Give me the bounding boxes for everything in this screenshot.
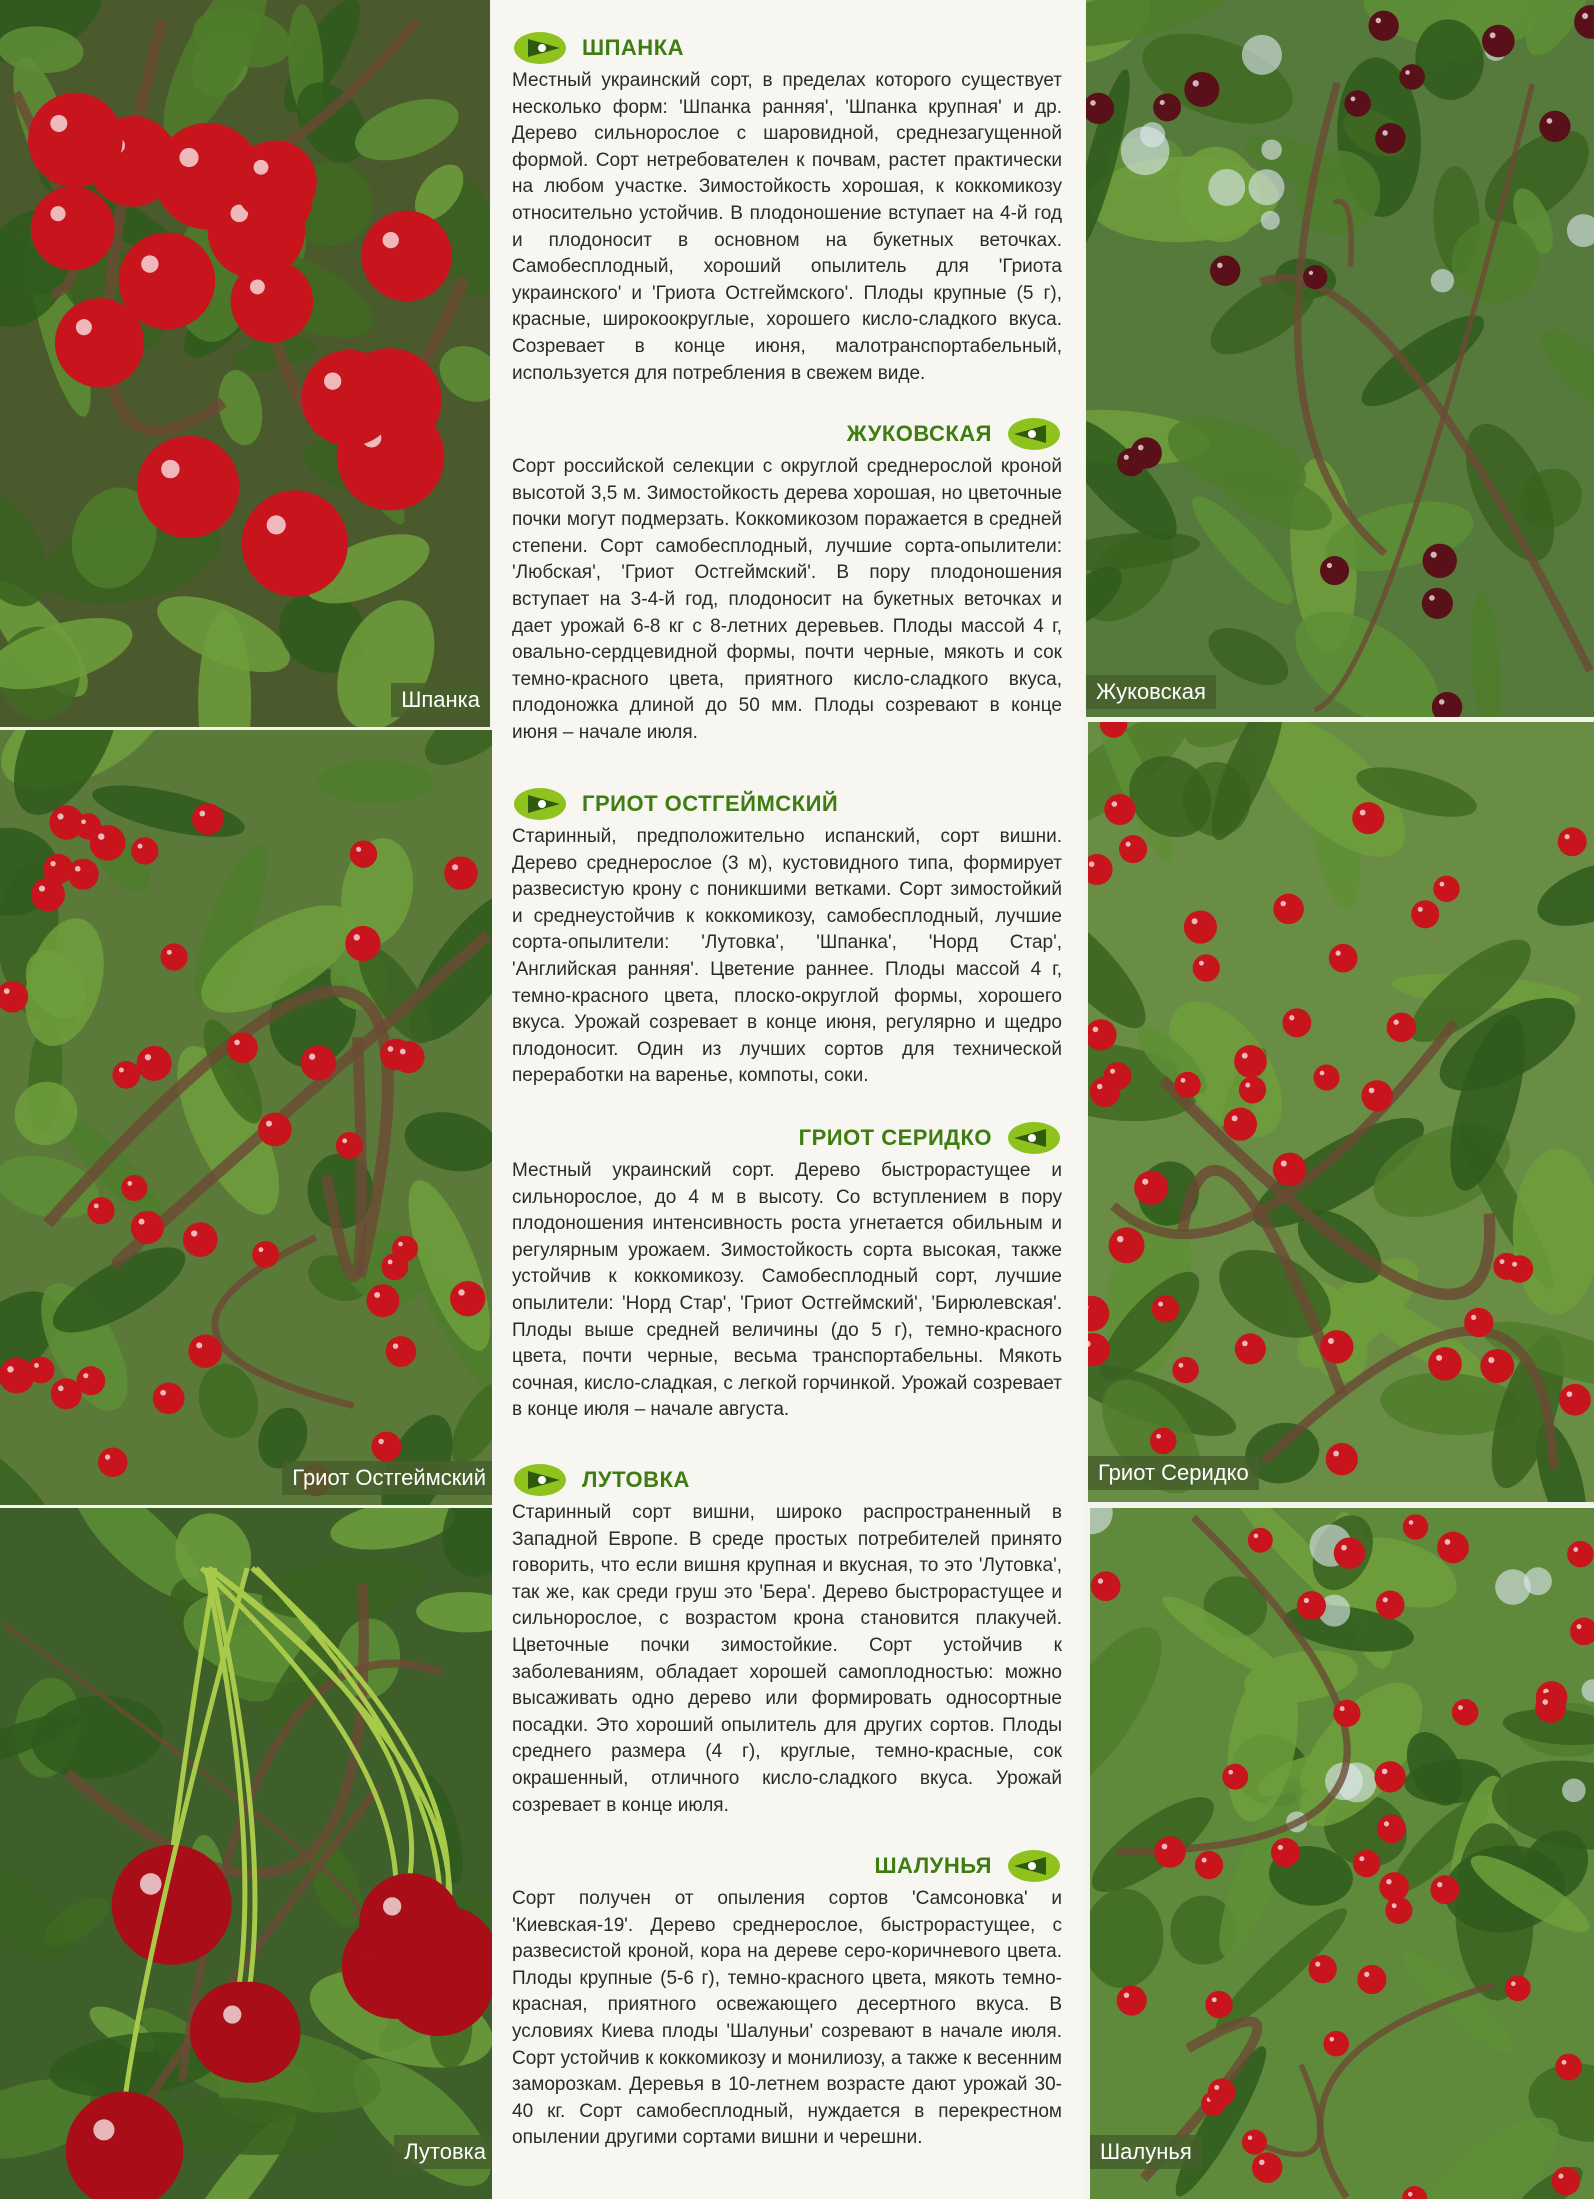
- photo-shalunya: [1090, 1508, 1594, 2199]
- section-heading: [512, 414, 1062, 454]
- cherry-marker-icon: [512, 31, 568, 65]
- section-text: Старинный сорт вишни, широко распространенный в Западной Европе. В среде простых потребителей принято говорить, что если вишня крупная и вкусная, то это 'Лутовка', так же, как среди груш это 'Бера'. Дерево быстрорастущее и сильнорослое, с возрастом крона становится плакучей. Цветочные почки зимостойкие. Сорт устойчив к заболеваниям, обладает хорошей самоплодностью: можно высаживать одно дерево или формировать односортные посадки. Это хороший опылитель для других сортов. Плоды среднего размера (4 г), круглые, темно-красные, сок окрашенный, отличного кисло-сладкого вкуса. Урожай созревает в конце июля.: [512, 1502, 1062, 1816]
- section-heading: [512, 1118, 1062, 1158]
- section-heading: [512, 784, 1062, 824]
- cherry-marker-icon: [1006, 417, 1062, 451]
- section-lutovka: [512, 1460, 1062, 1819]
- photo-lutovka: [0, 1508, 496, 2199]
- section-zhukovskaya: [512, 414, 1062, 747]
- cherry-marker-icon: [512, 787, 568, 821]
- cherry-marker-icon: [1006, 1121, 1062, 1155]
- section-title: ЛУТОВКА: [582, 1467, 690, 1492]
- section-text: Местный украинский сорт, в пределах которого существует несколько форм: 'Шпанка ранняя', 'Шпанка крупная' и др. Дерево сильнорослое с шаровидной, среднезагущенной формой. Сорт нетребователен к почвам, растет практически на любом участке. Зимостойкость хорошая, к коккомикозу относительно устойчив. В плодоношение вступает на 4-й год и плодоносит в основном на букетных веточках. Самобесплодный, хороший опылитель для 'Гриота украинского' и 'Гриота Остгеймского'. Плоды крупные (5 г), красные, широкоокруглые, хорошего кисло-сладкого вкуса. Созревает в конце июня, малотранспортабельный, используется для потребления в свежем виде.: [512, 70, 1062, 384]
- section-title: ГРИОТ СЕРИДКО: [798, 1125, 992, 1150]
- section-title: ШПАНКА: [582, 35, 685, 60]
- section-title: ЖУКОВСКАЯ: [846, 421, 992, 446]
- section-shpanka: [512, 28, 1062, 387]
- cherry-photo-image: [0, 0, 490, 727]
- photo-label: Гриот Серидко: [1088, 1456, 1259, 1490]
- section-heading: [512, 28, 1062, 68]
- section-text: Местный украинский сорт. Дерево быстрорастущее и сильнорослое, до 4 м в высоту. Со вступлением в пору плодоношения интенсивность роста угнетается обильным и регулярным урожаем. Зимостойкость сорта высокая, также устойчив к коккомикозу. Самобесплодный сорт, лучшие опылители: 'Норд Стар', 'Гриот Остгеймский', 'Бирюлевская'. Плоды выше средней величины (до 5 г), темно-красного цвета, почти черные, весьма транспортабельны. Мякоть сочная, кисло-сладкая, с легкой горчинкой. Урожай созревает в конце июля – начале августа.: [512, 1160, 1062, 1421]
- section-text: Сорт получен от опыления сортов 'Самсоновка' и 'Киевская-19'. Дерево среднерослое, быстрорастущее, с развесистой кроной, кора на дереве серо-коричневого цвета. Плоды крупные (5-6 г), темно-красного цвета, мякоть темно-красная, приятного освежающего десертного вкуса. В условиях Киева плоды 'Шалуньи' созревают в начале июля. Сорт устойчив к коккомикозу и монилиозу, а также к весенним заморозкам. Деревья в 10-летнем возрасте дают урожай 30-40 кг. Сорт самобесплодный, нуждается в перекрестном опылении другими сортами вишни и черешни.: [512, 1888, 1062, 2149]
- text-column: [492, 0, 1084, 2199]
- section-heading: [512, 1846, 1062, 1886]
- cherry-photo-image: [0, 730, 496, 1505]
- photo-label: Гриот Остгеймский: [282, 1461, 496, 1495]
- section-shalunya: [512, 1846, 1062, 2152]
- photo-shpanka: [0, 0, 490, 727]
- cherry-photo-image: [1090, 1508, 1594, 2199]
- photo-label: Жуковская: [1086, 675, 1216, 709]
- section-text: Сорт российской селекции с округлой среднерослой кроной высотой 3,5 м. Зимостойкость дерева хорошая, но цветочные почки могут подмерзать. Коккомикозом поражается в средней степени. Сорт самобесплодный, лучшие сорта-опылители: 'Любская', 'Гриот Остгеймский'. В пору плодоношения вступает на 3-4-й год, плодоносит на букетных веточках и дает урожай 6-8 кг с 8-летних деревьев. Плоды массой 4 г, овально-сердцевидной формы, почти черные, мякоть и сок темно-красного цвета, приятного кисло-сладкого вкуса, плодоножка длиной до 50 мм. Плоды созревают в конце июня – начале июля.: [512, 456, 1062, 743]
- cherry-photo-image: [0, 1508, 496, 2199]
- photo-griot-seridko: [1088, 722, 1594, 1502]
- section-griot-ostheim: [512, 784, 1062, 1090]
- photo-label: Шалунья: [1090, 2135, 1202, 2169]
- photo-label: Шпанка: [391, 683, 490, 717]
- section-heading: [512, 1460, 1062, 1500]
- cherry-marker-icon: [1006, 1849, 1062, 1883]
- section-griot-seridko: [512, 1118, 1062, 1424]
- section-text: Старинный, предположительно испанский, сорт вишни. Дерево среднерослое (3 м), кустовидного типа, формирует развесистую крону с поникшими ветками. Сорт зимостойкий и среднеустойчив к коккомикозу, самобесплодный, лучшие сорта-опылители: 'Лутовка', 'Шпанка', 'Норд Стар', 'Английская ранняя'. Цветение раннее. Плоды массой 4 г, темно-красного цвета, плоско-округлой формы, хорошего вкуса. Урожай созревает в конце июня, регулярно и щедро плодоносит. Один из лучших сортов для технической переработки на варенье, компоты, соки.: [512, 826, 1062, 1087]
- cherry-photo-image: [1086, 0, 1594, 717]
- section-title: ШАЛУНЬЯ: [874, 1853, 992, 1878]
- photo-griot-ostheim: [0, 730, 496, 1505]
- cherry-photo-image: [1088, 722, 1594, 1502]
- section-title: ГРИОТ ОСТГЕЙМСКИЙ: [582, 791, 839, 816]
- photo-zhukovskaya: [1086, 0, 1594, 717]
- cherry-marker-icon: [512, 1463, 568, 1497]
- photo-label: Лутовка: [394, 2135, 496, 2169]
